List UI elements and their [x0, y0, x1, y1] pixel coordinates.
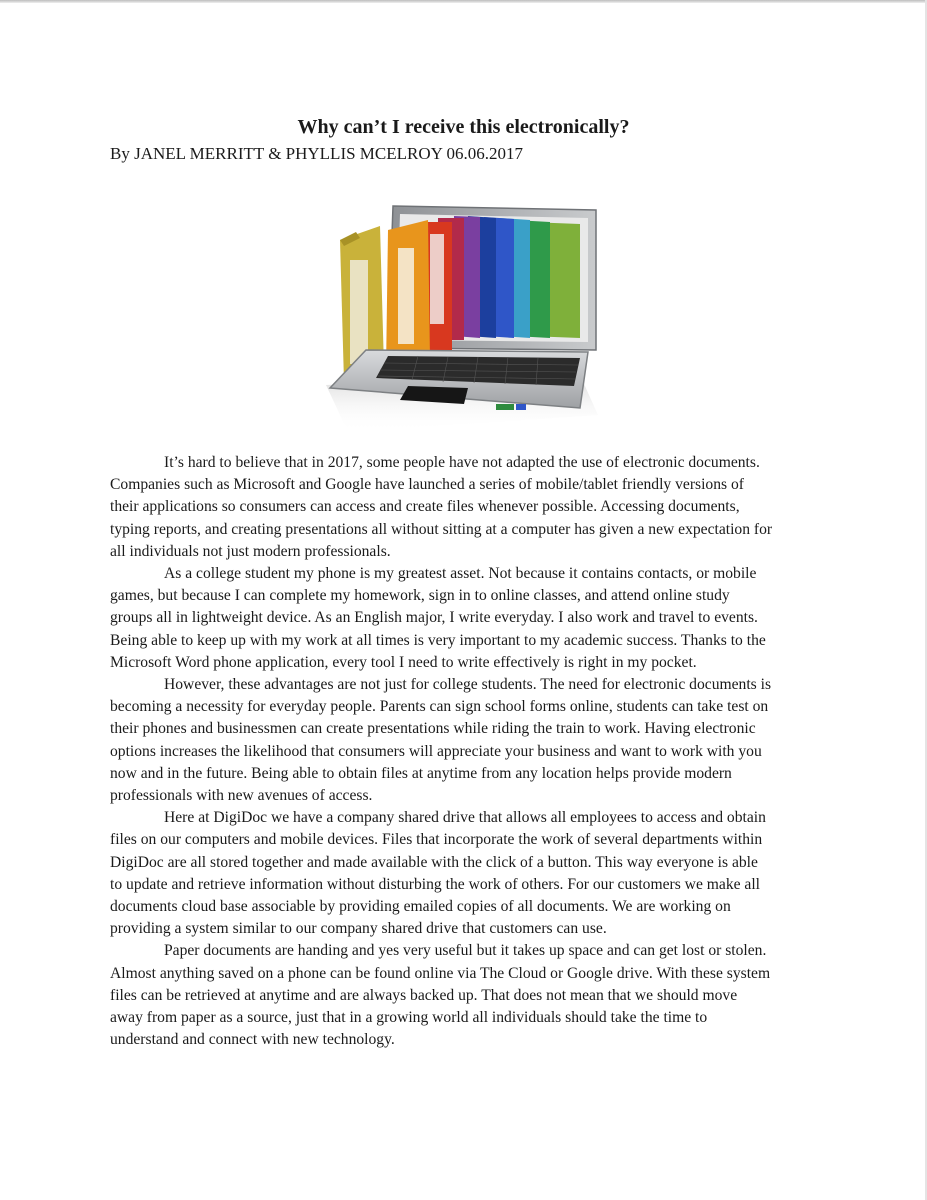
text-line: As a college student my phone is my greatest asset. Not because it contains contacts, or mobile	[164, 565, 757, 583]
paragraph-2	[110, 563, 822, 674]
text-line: professionals with new avenues of access.	[110, 787, 373, 805]
article-title: Why can’t I receive this electronically?	[297, 116, 630, 138]
text-line: options increases the likelihood that consumers will appreciate your business and want to work with you	[110, 742, 762, 760]
text-line: understand and connect with new technology.	[110, 1031, 395, 1049]
text-line: Being able to keep up with my work at all times is very important to my academic success. Thanks to the	[110, 631, 766, 649]
text-line: Paper documents are handing and yes very useful but it takes up space and can get lost or stolen.	[164, 942, 767, 960]
text-line: Companies such as Microsoft and Google have launched a series of mobile/tablet friendly versions of	[110, 476, 744, 494]
paragraph-5	[110, 940, 822, 1051]
text-line: It’s hard to believe that in 2017, some people have not adapted the use of electronic documents.	[164, 454, 760, 471]
text-line: Microsoft Word phone application, every tool I need to write effectively is right in my pocket.	[110, 653, 697, 671]
text-line: their applications so consumers can access and create files whenever possible. Accessing documents,	[110, 498, 740, 516]
text-line: Almost anything saved on a phone can be found online via The Cloud or Google drive. With these system	[110, 964, 771, 982]
paragraph-1	[110, 452, 822, 563]
paragraph-3	[110, 674, 822, 807]
text-line: providing a system similar to our company shared drive that customers can use.	[110, 920, 607, 938]
text-line: their phones and businessmen can create presentations while riding the train to work. Having electronic	[110, 720, 756, 738]
article-body	[110, 452, 822, 1051]
text-line: to update and retrieve information without disturbing the work of others. For our customers we make all	[110, 875, 761, 893]
paragraph-4	[110, 807, 822, 940]
text-line: becoming a necessity for everyday people. Parents can sign school forms online, students can take test on	[110, 698, 769, 716]
text-line: files on our computers and mobile devices. Files that incorporate the work of several departments within	[110, 831, 763, 849]
text-line: now and in the future. Being able to obtain files at anytime from any location helps provide modern	[110, 764, 732, 782]
text-line: Here at DigiDoc we have a company shared drive that allows all employees to access and obtain	[164, 809, 766, 827]
article-byline: By JANEL MERRITT & PHYLLIS MCELROY 06.06.2017	[110, 144, 524, 163]
text-line: files can be retrieved at anytime and are always backed up. That does not mean that we should move	[110, 986, 738, 1004]
text-line: However, these advantages are not just for college students. The need for electronic documents is	[164, 676, 772, 694]
laptop-folders-illustration	[318, 200, 603, 450]
text-line: documents cloud base associable by providing emailed copies of all documents. We are working on	[110, 898, 731, 916]
text-line: typing reports, and creating presentations all without sitting at a computer has given a new expectation for	[110, 520, 773, 538]
text-line: away from paper as a source, just that in a growing world all individuals should take the time to	[110, 1009, 708, 1027]
text-line: DigiDoc are all stored together and made available with the click of a button. This way everyone is able	[110, 853, 758, 871]
text-line: groups all in lightweight device. As an English major, I write everyday. I also work and travel to events.	[110, 609, 758, 627]
text-line: games, but because I can complete my homework, sign in to online classes, and attend online study	[110, 587, 730, 605]
scan-top-edge	[0, 0, 927, 3]
status-lights	[496, 404, 514, 410]
text-line: all individuals not just modern professionals.	[110, 542, 391, 560]
